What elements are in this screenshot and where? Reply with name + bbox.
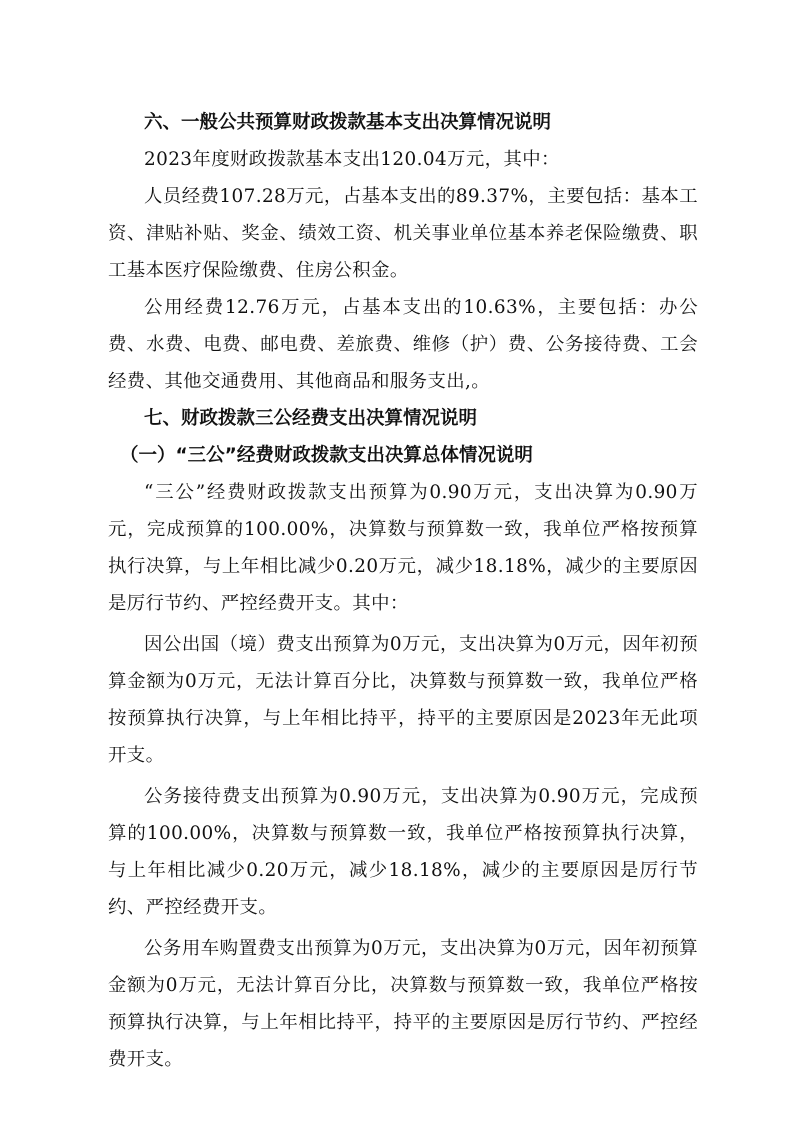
paragraph-reception: 公务接待费支出预算为0.90万元，支出决算为0.90万元，完成预算的100.00%，决算数与预算数一致，我单位严格按预算执行决算，与上年相比减少0.20万元，减少18.18%，减少的主要原因是厉行节约、严控经费开支。	[108, 786, 698, 918]
section-heading-three-public: 七、财政拨款三公经费支出决算情况说明	[144, 408, 478, 429]
paragraph-basic-total: 2023年度财政拨款基本支出120.04万元，其中：	[144, 149, 560, 170]
paragraph-public-expense: 公用经费12.76万元，占基本支出的10.63%，主要包括：办公费、水费、电费、邮电费、差旅费、维修（护）费、公务接待费、工会经费、其他交通费用、其他商品和服务支出,。	[108, 297, 698, 392]
paragraph-personnel-expense: 人员经费107.28万元，占基本支出的89.37%，主要包括：基本工资、津贴补贴、奖金、绩效工资、机关事业单位基本养老保险缴费、职工基本医疗保险缴费、住房公积金。	[108, 186, 698, 281]
subsection-heading-three-public-overall: （一）“三公”经费财政拨款支出决算总体情况说明	[120, 445, 533, 466]
paragraph-vehicle-purchase: 公务用车购置费支出预算为0万元，支出决算为0万元，因年初预算金额为0万元，无法计算百分比，决算数与预算数一致，我单位严格按预算执行决算，与上年相比持平，持平的主要原因是厉行节约、严控经费开支。	[108, 938, 698, 1070]
document-body	[108, 104, 698, 1078]
section-heading-basic-expenditure: 六、一般公共预算财政拨款基本支出决算情况说明	[144, 112, 552, 133]
paragraph-overseas-travel: 因公出国（境）费支出预算为0万元，支出决算为0万元，因年初预算金额为0万元，无法计算百分比，决算数与预算数一致，我单位严格按预算执行决算，与上年相比持平，持平的主要原因是2023年无此项开支。	[108, 634, 698, 766]
paragraph-three-public-overall: “三公”经费财政拨款支出预算为0.90万元，支出决算为0.90万元，完成预算的100.00%，决算数与预算数一致，我单位严格按预算执行决算，与上年相比减少0.20万元，减少18.18%，减少的主要原因是厉行节约、严控经费开支。其中：	[108, 482, 698, 614]
